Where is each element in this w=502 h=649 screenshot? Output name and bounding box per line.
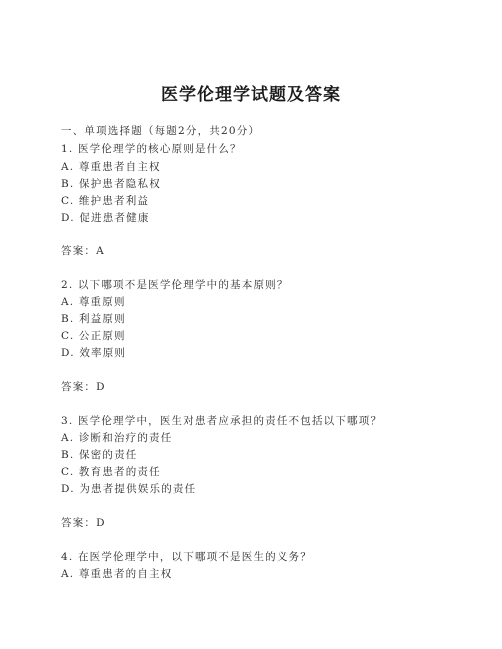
question-2-option-c: C. 公正原则 xyxy=(61,330,126,342)
question-3-option-c: C. 教育患者的责任 xyxy=(61,466,161,478)
question-1-answer: 答案：A xyxy=(61,245,105,257)
section-heading: 一、单项选择题（每题2分，共20分） xyxy=(61,125,261,137)
document-title: 医学伦理学试题及答案 xyxy=(161,85,341,105)
question-3-option-b: B. 保密的责任 xyxy=(61,449,138,461)
question-1-option-b: B. 保护患者隐私权 xyxy=(61,178,161,190)
question-1-option-c: C. 维护患者利益 xyxy=(61,195,150,207)
question-3-option-d: D. 为患者提供娱乐的责任 xyxy=(61,483,197,495)
question-3-answer: 答案：D xyxy=(61,517,106,529)
question-4-option-a: A. 尊重患者的自主权 xyxy=(61,568,173,580)
question-2-answer: 答案：D xyxy=(61,381,106,393)
question-1-text: 1. 医学伦理学的核心原则是什么？ xyxy=(61,143,242,155)
question-2-option-b: B. 利益原则 xyxy=(61,313,126,325)
question-3-text: 3. 医学伦理学中，医生对患者应承担的责任不包括以下哪项？ xyxy=(61,415,383,427)
question-2-option-a: A. 尊重原则 xyxy=(61,296,126,308)
question-2-text: 2. 以下哪项不是医学伦理学中的基本原则？ xyxy=(61,279,289,291)
question-3-option-a: A. 诊断和治疗的责任 xyxy=(61,432,173,444)
question-2-option-d: D. 效率原则 xyxy=(61,347,127,359)
question-1-option-a: A. 尊重患者自主权 xyxy=(61,161,161,173)
question-1-option-d: D. 促进患者健康 xyxy=(61,212,150,224)
question-4-text: 4. 在医学伦理学中，以下哪项不是医生的义务？ xyxy=(61,551,312,563)
